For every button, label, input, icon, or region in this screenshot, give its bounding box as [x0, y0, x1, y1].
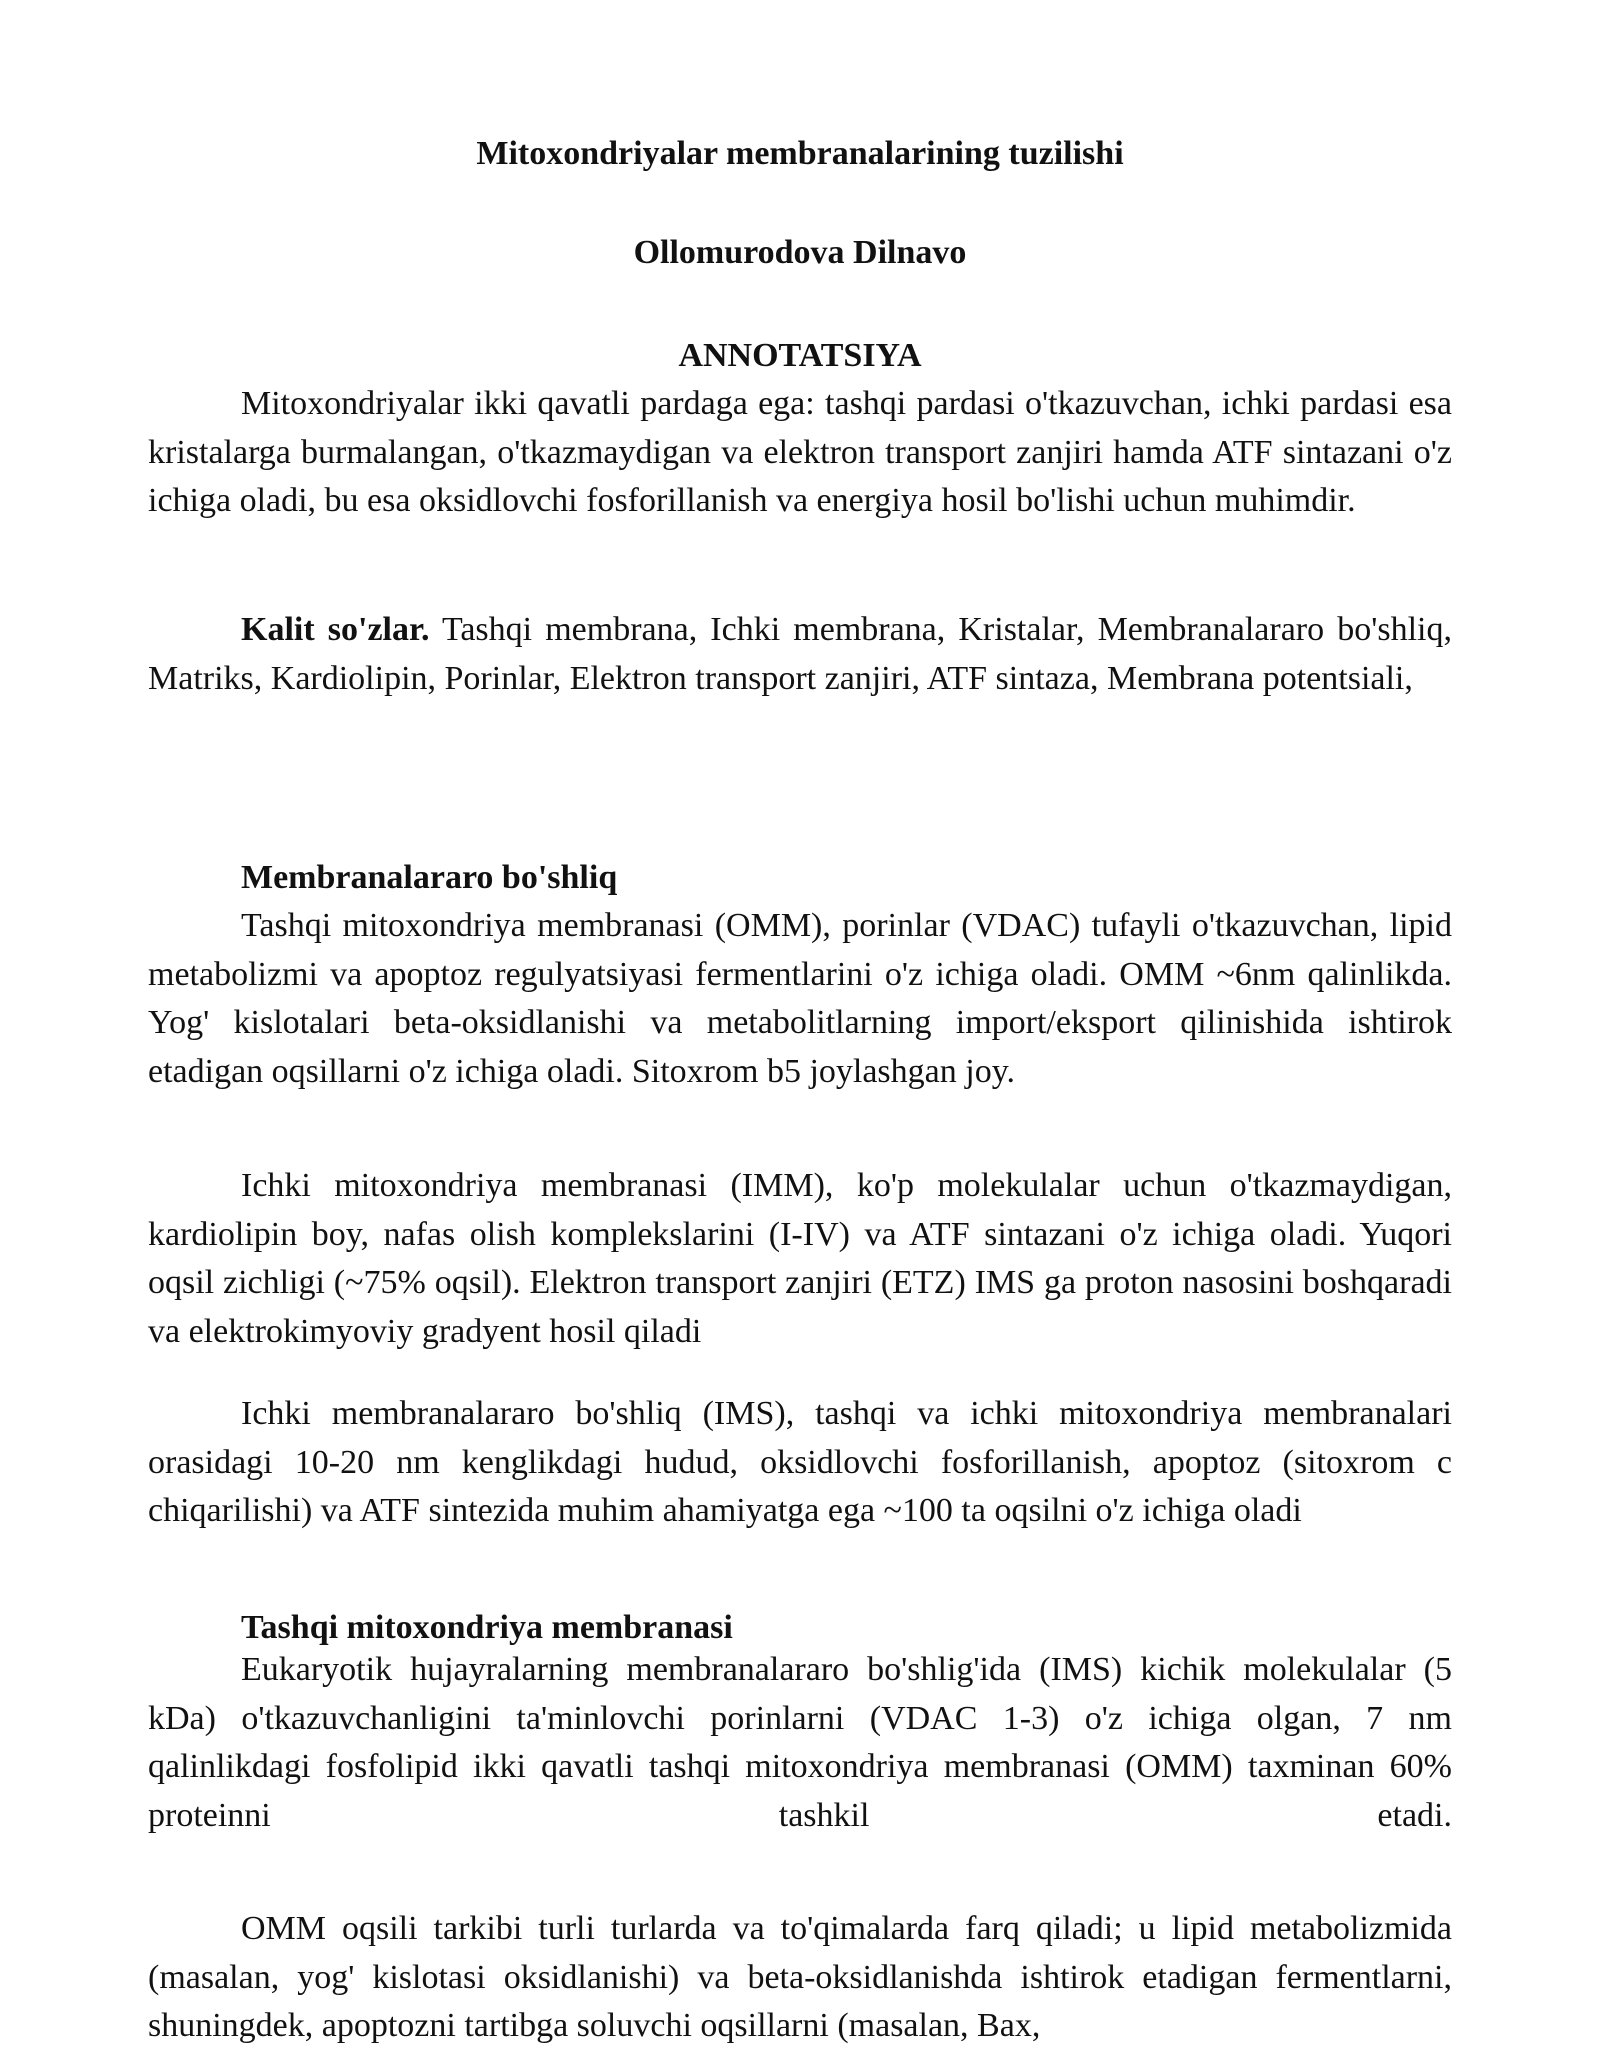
section-paragraph: Tashqi mitoxondriya membranasi (OMM), porinlar (VDAC) tufayli o'tkazuvchan, lipid metabolizmi va apoptoz regulyatsiyasi fermentlarini o'z ichiga oladi. OMM ~6nm qalinlikda. Yog' kislotalari beta-oksidlanishi va metabolitlarning import/eksport qilinishida ishtirok etadigan oqsillarni o'z ichiga oladi. Sitoxrom b5 joylashgan joy. — [148, 907, 1452, 1090]
section-paragraph: Ichki mitoxondriya membranasi (IMM), ko'p molekulalar uchun o'tkazmaydigan, kardiolipin boy, nafas olish komplekslarini (I-IV) va ATF sintazani o'z ichiga oladi. Yuqori oqsil zichligi (~75% oqsil). Elektron transport zanjiri (ETZ) IMS ga proton nasosini boshqaradi va elektrokimyoviy gradyent hosil qiladi — [148, 1167, 1452, 1350]
keywords-label: Kalit so'zlar. — [241, 611, 430, 648]
annotation-paragraph: Mitoxondriyalar ikki qavatli pardaga ega: tashqi pardasi o'tkazuvchan, ichki pardasi esa kristalarga burmalangan, o'tkazmaydigan va elektron transport zanjiri hamda ATF sintazani o'z ichiga oladi, bu esa oksidlovchi fosforillanish va energiya hosil bo'lishi uchun muhimdir. — [148, 385, 1452, 519]
section-heading-intermembrane-space: Membranalararo bo'shliq — [241, 859, 618, 896]
keywords-text: Tashqi membrana, Ichki membrana, Kristalar, Membranalararo bo'shliq, Matriks, Kardiolipin, Porinlar, Elektron transport zanjiri, ATF sintaza, Membrana potentsiali, — [148, 611, 1452, 697]
document-title: Mitoxondriyalar membranalarining tuzilishi — [476, 135, 1124, 172]
annotation-heading: ANNOTATSIYA — [678, 337, 922, 374]
author-name: Ollomurodova Dilnavo — [633, 234, 967, 271]
section-paragraph: OMM oqsili tarkibi turli turlarda va to'qimalarda farq qiladi; u lipid metabolizmida (masalan, yog' kislotasi oksidlanishi) va beta-oksidlanishda ishtirok etadigan fermentlarni, shuningdek, apoptozni tartibga soluvchi oqsillarni (masalan, Bax, — [148, 1910, 1452, 2044]
section-paragraph: Eukaryotik hujayralarning membranalararo bo'shlig'ida (IMS) kichik molekulalar (5 kDa) o'tkazuvchanligini ta'minlovchi porinlarni (VDAC 1-3) o'z ichiga olgan, 7 nm qalinlikdagi fosfolipid ikki qavatli tashqi mitoxondriya membranasi (OMM) taxminan 60% proteinni tashkil etadi. — [148, 1651, 1452, 1834]
section-heading-outer-membrane: Tashqi mitoxondriya membranasi — [241, 1609, 733, 1646]
keywords-paragraph — [148, 606, 1452, 703]
section-paragraph: Ichki membranalararo bo'shliq (IMS), tashqi va ichki mitoxondriya membranalari orasidagi 10-20 nm kenglikdagi hudud, oksidlovchi fosforillanish, apoptoz (sitoxrom c chiqarilishi) va ATF sintezida muhim ahamiyatga ega ~100 ta oqsilni o'z ichiga oladi — [148, 1395, 1452, 1529]
